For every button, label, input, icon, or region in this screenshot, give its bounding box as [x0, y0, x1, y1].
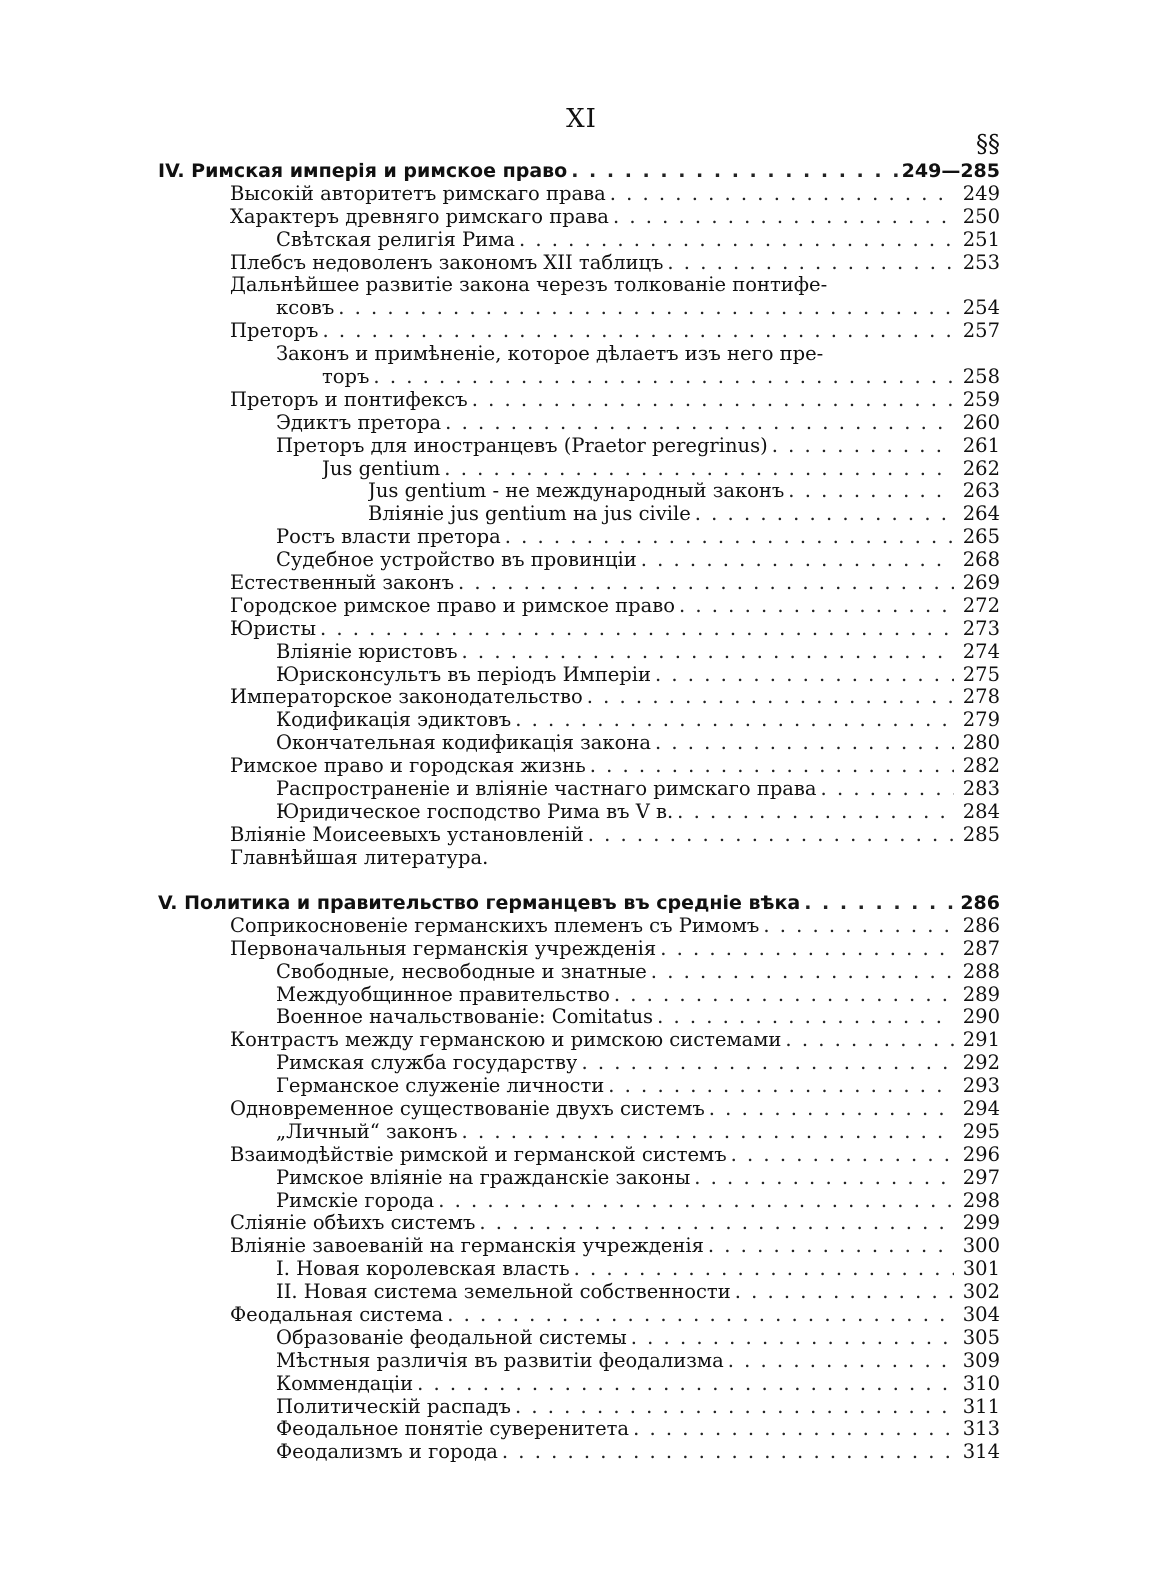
dot-leader: [468, 389, 954, 412]
entry-page: 282: [962, 754, 1000, 778]
entry-text: Сліяніе обѣихъ системъ: [230, 1212, 476, 1235]
toc-entry: [158, 1121, 1000, 1144]
entry-page: 285: [962, 822, 1000, 846]
dot-leader: [583, 686, 954, 709]
entry-page: 297: [962, 1165, 1000, 1189]
toc-entry: [158, 1052, 1000, 1075]
toc-entry: [158, 961, 1000, 984]
dot-leader: [475, 1212, 954, 1235]
dot-leader: [629, 1418, 954, 1441]
toc-entry: [158, 1396, 1000, 1419]
toc-entry: [158, 320, 1000, 343]
entry-page: 287: [962, 936, 1000, 960]
entry-text: Дальнѣйшее развитіе закона черезъ толкованіе понтифе-: [230, 274, 828, 297]
toc-entry: [158, 458, 1000, 481]
dot-leader: [369, 366, 954, 389]
entry-text: Юристы: [230, 617, 316, 640]
dot-leader: [498, 1441, 954, 1464]
entry-text: Городское римское право и римское право: [230, 594, 675, 617]
dot-leader: [691, 503, 954, 526]
entry-text: Преторъ: [230, 320, 319, 343]
dot-leader: [651, 664, 954, 687]
toc-heading-part-4: [158, 160, 1000, 183]
dot-leader: [610, 984, 954, 1007]
toc-entry: [158, 824, 1000, 847]
entry-page: 311: [962, 1394, 1000, 1418]
dot-leader: [316, 618, 954, 641]
dot-leader: [515, 229, 954, 252]
dot-leader: [768, 435, 954, 458]
heading-pages: 286: [960, 892, 1000, 914]
entry-page: 284: [962, 799, 1000, 823]
entry-text: Коммендаціи: [276, 1372, 414, 1395]
toc-heading-part-5: [158, 892, 1000, 915]
toc-entry-literature: [158, 847, 1000, 870]
entry-text-cont: торъ: [322, 366, 370, 389]
entry-text: Германское служеніе личности: [276, 1075, 605, 1098]
toc-entry: [158, 778, 1000, 801]
entry-page: 288: [962, 959, 1000, 983]
dot-leader: [627, 1327, 954, 1350]
entry-text: Вліяніе юристовъ: [276, 640, 458, 663]
toc-entry: [158, 1281, 1000, 1304]
entry-page: 291: [962, 1028, 1000, 1052]
entry-page: 251: [962, 227, 1000, 251]
toc-entry: [158, 1167, 1000, 1190]
toc-entry: [158, 1098, 1000, 1121]
section-sign: §§: [976, 130, 1000, 158]
entry-text: Главнѣйшая литература.: [230, 846, 489, 869]
entry-page: 314: [962, 1440, 1000, 1464]
entry-text: Взаимодѣйствіе римской и германской системъ: [230, 1143, 727, 1166]
entry-text: Преторъ для иностранцевъ (Praetor peregrinus): [276, 434, 768, 457]
entry-text: Кодификація эдиктовъ: [276, 709, 512, 732]
toc-entry-line1: [158, 343, 1000, 366]
entry-page: 259: [962, 387, 1000, 411]
toc-entry: [158, 229, 1000, 252]
dot-leader: [781, 1029, 954, 1052]
dot-leader: [454, 572, 954, 595]
dot-leader: [440, 458, 954, 481]
toc-entry: [158, 732, 1000, 755]
entry-text: Междуобщинное правительство: [276, 983, 610, 1006]
dot-leader: [511, 709, 954, 732]
page-number: XI: [566, 104, 597, 134]
toc-entry: [158, 641, 1000, 664]
entry-page: 299: [962, 1211, 1000, 1235]
entry-text: Одновременное существованіе двухъ системъ: [230, 1098, 705, 1121]
dot-leader: [663, 252, 954, 275]
entry-text: Военное начальствованіе: Comitatus: [276, 1006, 654, 1029]
dot-leader: [727, 1144, 954, 1167]
entry-page: 310: [962, 1371, 1000, 1395]
entry-page: 268: [962, 548, 1000, 572]
entry-text: Естественный законъ: [230, 572, 455, 595]
entry-page: 292: [962, 1051, 1000, 1075]
entry-page: 296: [962, 1142, 1000, 1166]
entry-page: 257: [962, 319, 1000, 343]
dot-leader: [577, 1052, 954, 1075]
toc-entry: [158, 206, 1000, 229]
toc-entry: [158, 526, 1000, 549]
dot-leader: [784, 480, 954, 503]
toc-entry: [158, 389, 1000, 412]
entry-page: 265: [962, 525, 1000, 549]
entry-page: 262: [962, 456, 1000, 480]
toc-entry: [158, 595, 1000, 618]
dot-leader: [653, 1006, 954, 1029]
entry-text: I. Новая королевская власть: [276, 1258, 570, 1281]
entry-text: Свѣтская религія Рима: [276, 228, 515, 251]
entry-text: Контрастъ между германскою и римскою системами: [230, 1029, 782, 1052]
dot-leader: [441, 412, 954, 435]
dot-leader: [511, 1396, 954, 1419]
dot-leader: [604, 1075, 954, 1098]
entry-text: Юридическое господство Рима въ V в.: [276, 800, 674, 823]
dot-leader: [570, 1258, 954, 1281]
dot-leader: [656, 938, 954, 961]
entry-text: Юрисконсультъ въ періодъ Имперіи: [276, 663, 652, 686]
entry-text: Jus gentium - не международный законъ: [368, 480, 785, 503]
entry-page: 260: [962, 410, 1000, 434]
entry-text: Законъ и примѣненіе, которое дѣлаетъ изъ него пре-: [276, 343, 824, 366]
dot-leader: [586, 755, 954, 778]
toc-entry: [158, 709, 1000, 732]
entry-text: Высокій авторитетъ римскаго права: [230, 182, 606, 205]
toc-entry: [158, 412, 1000, 435]
dot-leader: [567, 160, 901, 183]
toc-entry: [158, 1441, 1000, 1464]
dot-leader: [673, 801, 954, 824]
dot-leader: [318, 320, 954, 343]
dot-leader: [800, 892, 954, 915]
toc-part-5: [158, 892, 1000, 1464]
entry-page: 301: [962, 1257, 1000, 1281]
toc-entry: [158, 618, 1000, 641]
entry-page: 269: [962, 571, 1000, 595]
dot-leader: [434, 1190, 954, 1213]
entry-text-cont: ксовъ: [276, 297, 335, 320]
toc-entry: [158, 1304, 1000, 1327]
toc-entry: [158, 480, 1000, 503]
entry-text: Римское вліяніе на гражданскіе законы: [276, 1166, 691, 1189]
dot-leader: [458, 1121, 954, 1144]
toc-part-4: [158, 160, 1000, 870]
entry-text: Jus gentium: [322, 457, 441, 480]
toc-entry: [158, 1212, 1000, 1235]
toc-entry: [158, 1373, 1000, 1396]
toc-entry: [158, 252, 1000, 275]
dot-leader: [731, 1281, 954, 1304]
toc-entry: [158, 503, 1000, 526]
toc-entry: [158, 1258, 1000, 1281]
entry-page: 274: [962, 639, 1000, 663]
dot-leader: [609, 206, 954, 229]
dot-leader: [724, 1350, 954, 1373]
entry-text: Первоначальныя германскія учрежденія: [230, 937, 657, 960]
toc-entry: [158, 572, 1000, 595]
entry-text: Вліяніе завоеваній на германскія учрежденія: [230, 1235, 704, 1258]
entry-page: 253: [962, 250, 1000, 274]
heading-title: V. Политика и правительство германцевъ въ средніе вѣка: [158, 892, 801, 914]
entry-page: 254: [962, 296, 1000, 320]
dot-leader: [458, 641, 954, 664]
toc-entry-line2: [158, 366, 1000, 389]
toc-entry-line2: [158, 297, 1000, 320]
dot-leader: [584, 824, 954, 847]
entry-text: Феодальное понятіе суверенитета: [276, 1418, 630, 1441]
dot-leader: [817, 778, 954, 801]
dot-leader: [606, 183, 954, 206]
entry-page: 286: [962, 913, 1000, 937]
entry-page: 263: [962, 479, 1000, 503]
dot-leader: [647, 961, 954, 984]
entry-text: Феодализмъ и города: [276, 1441, 498, 1464]
entry-text: Характеръ древняго римскаго права: [230, 205, 609, 228]
toc-entry: [158, 1235, 1000, 1258]
entry-page: 305: [962, 1325, 1000, 1349]
entry-page: 250: [962, 204, 1000, 228]
entry-page: 289: [962, 982, 1000, 1006]
toc-entry: [158, 183, 1000, 206]
entry-text: Плебсъ недоволенъ закономъ XII таблицъ: [230, 251, 664, 274]
entry-text: Политическій распадъ: [276, 1395, 511, 1418]
entry-text: Окончательная кодификація закона: [276, 732, 651, 755]
toc-entry: [158, 1350, 1000, 1373]
entry-page: 264: [962, 502, 1000, 526]
toc-entry: [158, 915, 1000, 938]
toc-entry: [158, 984, 1000, 1007]
dot-leader: [651, 732, 954, 755]
entry-text: Соприкосновеніе германскихъ племенъ съ Римомъ: [230, 914, 760, 937]
entry-text: Свободные, несвободные и знатные: [276, 960, 647, 983]
toc-entry: [158, 755, 1000, 778]
entry-text: Эдиктъ претора: [276, 411, 442, 434]
entry-text: Судебное устройство въ провинціи: [276, 549, 637, 572]
entry-page: 298: [962, 1188, 1000, 1212]
dot-leader: [690, 1167, 954, 1190]
entry-page: 249: [962, 181, 1000, 205]
dot-leader: [759, 915, 954, 938]
dot-leader: [443, 1304, 954, 1327]
entry-text: Образованіе феодальной системы: [276, 1326, 627, 1349]
entry-text: Вліяніе jus gentium на jus civile: [368, 503, 691, 526]
entry-page: 278: [962, 685, 1000, 709]
toc-entry-line1: [158, 274, 1000, 297]
toc-entry: [158, 1006, 1000, 1029]
entry-page: 302: [962, 1280, 1000, 1304]
entry-text: Распространеніе и вліяніе частнаго римскаго права: [276, 778, 817, 801]
entry-page: 273: [962, 616, 1000, 640]
toc-entry: [158, 686, 1000, 709]
entry-text: Ростъ власти претора: [276, 526, 501, 549]
toc-entry: [158, 1144, 1000, 1167]
entry-page: 280: [962, 731, 1000, 755]
toc-entry: [158, 1075, 1000, 1098]
toc-entry: [158, 1327, 1000, 1350]
entry-text: Римское право и городская жизнь: [230, 755, 586, 778]
entry-page: 294: [962, 1097, 1000, 1121]
dot-leader: [501, 526, 954, 549]
entry-page: 300: [962, 1234, 1000, 1258]
heading-title: IV. Римская имперія и римское право: [158, 160, 568, 182]
entry-page: 304: [962, 1303, 1000, 1327]
dot-leader: [413, 1373, 954, 1396]
toc-entry: [158, 1190, 1000, 1213]
dot-leader: [334, 297, 954, 320]
entry-page: 313: [962, 1417, 1000, 1441]
dot-leader: [704, 1235, 954, 1258]
entry-text: II. Новая система земельной собственности: [276, 1281, 731, 1304]
toc-entry: [158, 801, 1000, 824]
entry-text: Преторъ и понтифексъ: [230, 388, 468, 411]
toc-entry: [158, 1418, 1000, 1441]
entry-text: Мѣстныя различія въ развитіи феодализма: [276, 1349, 724, 1372]
entry-page: 283: [962, 777, 1000, 801]
entry-page: 261: [962, 433, 1000, 457]
toc-entry: [158, 549, 1000, 572]
dot-leader: [705, 1098, 954, 1121]
entry-text: Императорское законодательство: [230, 686, 583, 709]
toc-entry: [158, 1029, 1000, 1052]
entry-page: 295: [962, 1119, 1000, 1143]
entry-text: Римскіе города: [276, 1189, 435, 1212]
entry-text: Римская служба государству: [276, 1052, 578, 1075]
entry-page: 258: [962, 365, 1000, 389]
toc-entry: [158, 938, 1000, 961]
entry-page: 272: [962, 593, 1000, 617]
toc-entry: [158, 435, 1000, 458]
heading-pages: 249—285: [901, 160, 1000, 182]
toc-entry: [158, 664, 1000, 687]
dot-leader: [637, 549, 954, 572]
entry-page: 309: [962, 1348, 1000, 1372]
entry-text: Вліяніе Моисеевыхъ установленій: [230, 823, 584, 846]
dot-leader: [675, 595, 954, 618]
entry-page: 293: [962, 1074, 1000, 1098]
entry-page: 290: [962, 1005, 1000, 1029]
entry-page: 275: [962, 662, 1000, 686]
entry-text: „Личный“ законъ: [276, 1120, 458, 1143]
entry-text: Феодальная система: [230, 1304, 444, 1327]
entry-page: 279: [962, 708, 1000, 732]
